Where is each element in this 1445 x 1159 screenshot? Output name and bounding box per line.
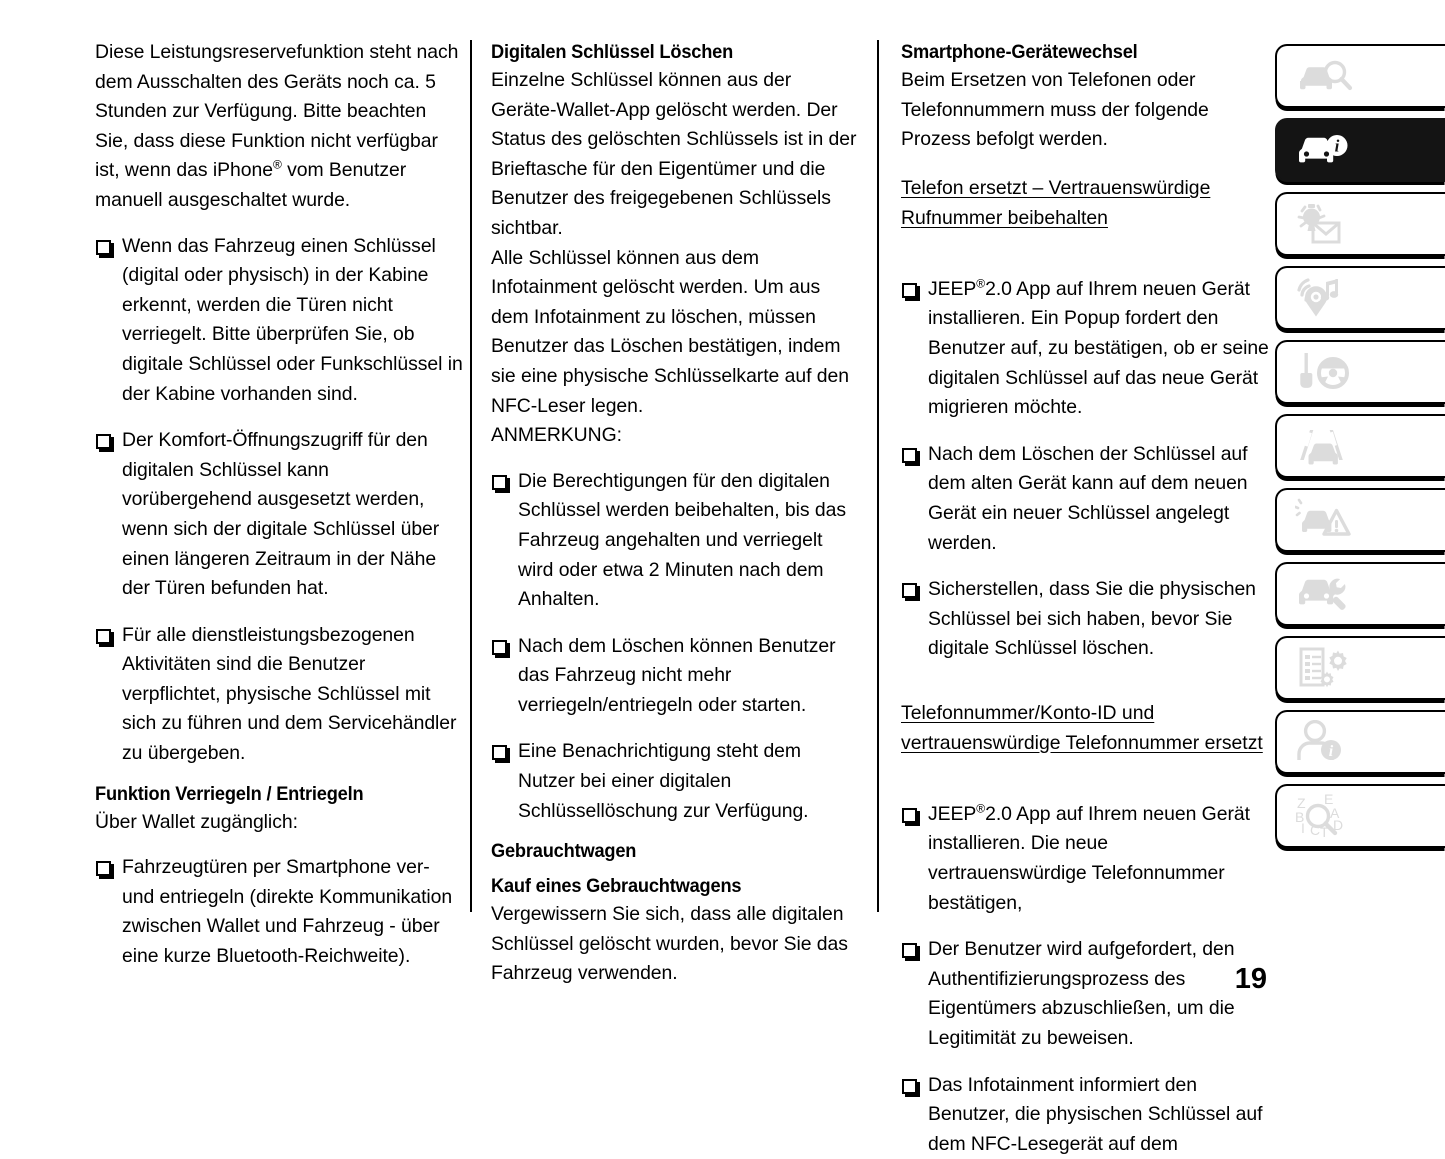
list-item: Sicherstellen, dass Sie die physischen Schlüssel bei sich haben, bevor Sie digitale Schlüssel löschen. bbox=[901, 575, 1269, 664]
spacer bbox=[95, 837, 463, 853]
svg-text:B: B bbox=[1295, 809, 1305, 825]
list-item: Das Infotainment informiert den Benutzer, die physischen Schlüssel auf dem NFC-Lesegerät auf dem bbox=[901, 1071, 1269, 1159]
col2-note-bullet-list bbox=[491, 467, 859, 827]
spacer bbox=[491, 865, 859, 872]
note-label: ANMERKUNG: bbox=[491, 424, 622, 447]
registered-mark: ® bbox=[976, 801, 986, 816]
delete-paragraph-2: Alle Schlüssel können aus dem Infotainment gelöscht werden. Um aus dem Infotainment zu löschen, müssen Benutzer das Löschen bestätigen, indem sie eine physische Schlüsselkarte auf den NFC-Leser legen. bbox=[491, 246, 849, 417]
column-1 bbox=[95, 38, 463, 968]
col3-bullet-list-1 bbox=[901, 275, 1269, 664]
square-bullet-icon bbox=[492, 640, 507, 655]
music-navigation-icon bbox=[1295, 276, 1357, 320]
svg-text:E: E bbox=[1324, 794, 1334, 807]
square-bullet-icon bbox=[902, 1079, 917, 1094]
col1-lock-bullet-list bbox=[95, 853, 463, 971]
svg-text:Z: Z bbox=[1297, 795, 1306, 811]
spacer bbox=[95, 769, 463, 780]
square-bullet-icon bbox=[902, 448, 917, 463]
list-item: Der Komfort-Öffnungszugriff für den digitalen Schlüssel kann vorübergehend ausgesetzt werden, wenn sich der digitale Schlüssel über einen längeren Zeitraum in der Nähe der Türen befunden hat. bbox=[95, 426, 463, 604]
list-item: Der Benutzer wird aufgefordert, den Authentifizierungsprozess des Eigentümers abzuschließen, um die Legitimität zu beweisen. bbox=[901, 935, 1269, 1053]
sidebar-tab-starting-and-driving[interactable] bbox=[1275, 340, 1445, 404]
svg-text:C: C bbox=[1310, 822, 1321, 838]
spacer bbox=[491, 826, 859, 837]
square-bullet-icon bbox=[492, 475, 507, 490]
sidebar-tab-vehicle-overview[interactable] bbox=[1275, 44, 1445, 108]
alphabet-magnifier-icon bbox=[1295, 794, 1361, 838]
used-vehicle-paragraph: Vergewissern Sie sich, dass alle digitalen Schlüssel gelöscht wurden, bevor Sie das Fahrzeug verwenden. bbox=[491, 903, 848, 985]
list-item: Nach dem Löschen der Schlüssel auf dem alten Gerät kann auf dem neuen Gerät ein neuer Schlüssel angelegt werden. bbox=[901, 440, 1269, 558]
square-bullet-icon bbox=[96, 629, 111, 644]
spacer bbox=[901, 253, 1269, 275]
sidebar-tab-driver-assistance[interactable] bbox=[1275, 414, 1445, 478]
lock-intro-paragraph: Über Wallet zugänglich: bbox=[95, 810, 298, 833]
registered-mark: ® bbox=[272, 157, 282, 172]
svg-text:i: i bbox=[1328, 743, 1334, 760]
device-change-paragraph: Beim Ersetzen von Telefonen oder Telefonnummern muss der folgende Prozess befolgt werden. bbox=[901, 69, 1209, 151]
section-heading-used-vehicle: Gebrauchtwagen bbox=[491, 840, 637, 863]
sidebar-tab-customer-assistance[interactable] bbox=[1275, 710, 1445, 774]
col1-bullet-list bbox=[95, 232, 463, 769]
car-magnifier-icon bbox=[1295, 55, 1357, 97]
spacer bbox=[491, 451, 859, 467]
subheading-phone-replaced: Telefon ersetzt – Vertrauenswürdige Rufnummer beibehalten bbox=[901, 177, 1211, 229]
key-steering-wheel-icon bbox=[1295, 350, 1357, 394]
column-2 bbox=[491, 38, 859, 985]
list-item: Die Berechtigungen für den digitalen Schlüssel werden beibehalten, bis das Fahrzeug angehalten und verriegelt wird oder etwa 2 Minuten nach dem Anhalten. bbox=[491, 467, 859, 615]
sidebar-tab-emergency[interactable] bbox=[1275, 488, 1445, 552]
list-gears-icon bbox=[1295, 646, 1357, 690]
car-warning-triangle-icon bbox=[1295, 498, 1357, 542]
square-bullet-icon bbox=[902, 808, 917, 823]
car-wrench-icon bbox=[1295, 573, 1357, 615]
list-item: JEEP®2.0 App auf Ihrem neuen Gerät installieren. Ein Popup fordert den Benutzer auf, zu bestätigen, ob er seine digitalen Schlüssel auf das neue Gerät migrieren möchte. bbox=[901, 275, 1269, 423]
square-bullet-icon bbox=[96, 240, 111, 255]
section-heading-device-change: Smartphone-Gerätewechsel bbox=[901, 41, 1138, 63]
square-bullet-icon bbox=[96, 434, 111, 449]
sidebar-tab-vehicle-information[interactable] bbox=[1275, 118, 1445, 182]
list-item: Wenn das Fahrzeug einen Schlüssel (digital oder physisch) in der Kabine erkennt, werden die Türen nicht verriegelt. Bitte überprüfen Sie, ob digitale Schlüssel oder Funkschlüssel in der Kabine vorhanden sind. bbox=[95, 232, 463, 410]
sidebar-tab-index[interactable] bbox=[1275, 784, 1445, 848]
warning-lights-mail-icon bbox=[1295, 202, 1357, 246]
sidebar-tab-infotainment[interactable] bbox=[1275, 266, 1445, 330]
svg-text:i: i bbox=[1334, 136, 1340, 156]
square-bullet-icon bbox=[492, 745, 507, 760]
spacer bbox=[901, 778, 1269, 800]
intro-paragraph: Diese Leistungsreservefunktion steht nach dem Ausschalten des Geräts noch ca. 5 Stunden zur Verfügung. Bitte beachten Sie, dass diese Funktion nicht verfügbar ist, wenn das iPhone® vom Benutzer manuell ausgeschaltet wurde. bbox=[95, 41, 459, 211]
sidebar-tab-safety-warnings[interactable] bbox=[1275, 192, 1445, 256]
registered-mark: ® bbox=[976, 276, 986, 291]
col3-bullet-list-2 bbox=[901, 800, 1269, 1159]
delete-paragraph-1: Einzelne Schlüssel können aus der Geräte-Wallet-App gelöscht werden. Der Status des gelöschten Schlüssels ist in der Brieftasche für den Eigentümer und die Benutzer des freigegebenen Schlüssels sichtbar. bbox=[491, 69, 857, 239]
list-item: JEEP®2.0 App auf Ihrem neuen Gerät installieren. Die neue vertrauenswürdige Telefonnummer bestätigen, bbox=[901, 800, 1269, 918]
list-item: Für alle dienstleistungsbezogenen Aktivitäten sind die Benutzer verpflichtet, physische Schlüssel mit sich zu führen und dem Servicehändler zu übergeben. bbox=[95, 621, 463, 769]
square-bullet-icon bbox=[902, 283, 917, 298]
car-info-icon bbox=[1295, 129, 1357, 171]
lane-assist-car-icon bbox=[1295, 424, 1357, 468]
section-heading-lock-function: Funktion Verriegeln / Entriegeln bbox=[95, 782, 364, 805]
list-item: Nach dem Löschen können Benutzer das Fahrzeug nicht mehr verriegeln/entriegeln oder starten. bbox=[491, 632, 859, 721]
svg-text:T: T bbox=[1320, 824, 1329, 838]
list-item: Eine Benachrichtigung steht dem Nutzer bei einer digitalen Schlüssellöschung zur Verfügung. bbox=[491, 737, 859, 826]
list-item: Fahrzeugtüren per Smartphone ver- und entriegeln (direkte Kommunikation zwischen Wallet und Fahrzeug - über eine kurze Bluetooth-Reichweite). bbox=[95, 853, 463, 971]
spacer bbox=[901, 664, 1269, 680]
person-info-icon bbox=[1295, 720, 1357, 764]
section-heading-buy-used-vehicle: Kauf eines Gebrauchtwagens bbox=[491, 875, 742, 898]
subheading-phone-number-replaced: Telefonnummer/Konto-ID und vertrauenswürdige Telefonnummer ersetzt bbox=[901, 702, 1263, 754]
section-heading-delete-digital-key: Digitalen Schlüssel Löschen bbox=[491, 41, 734, 63]
sidebar-tab-maintenance[interactable] bbox=[1275, 562, 1445, 626]
sidebar-tab-specifications[interactable] bbox=[1275, 636, 1445, 700]
spacer bbox=[95, 216, 463, 232]
square-bullet-icon bbox=[902, 943, 917, 958]
svg-text:I: I bbox=[1301, 820, 1305, 836]
svg-text:A: A bbox=[1330, 805, 1340, 821]
page-number: 19 bbox=[1234, 963, 1267, 995]
section-tab-strip bbox=[1275, 44, 1445, 858]
svg-text:D: D bbox=[1333, 817, 1344, 833]
square-bullet-icon bbox=[96, 861, 111, 876]
square-bullet-icon bbox=[902, 583, 917, 598]
